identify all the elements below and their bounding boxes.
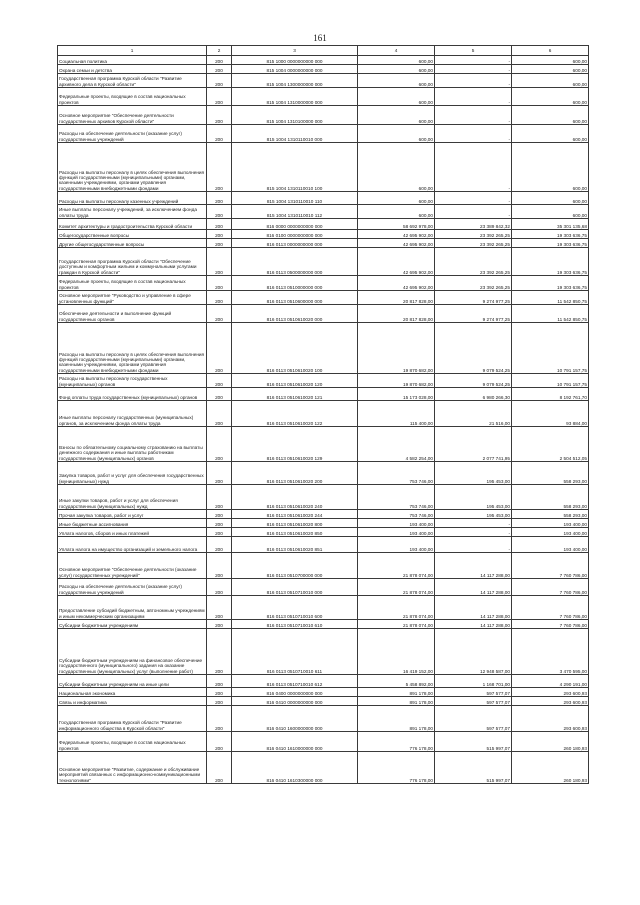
row-approved-amount: 15 173 028,00 (358, 388, 435, 401)
row-approved-amount: 19 870 682,00 (358, 374, 435, 388)
row-budget-code: 816 0410 1610300000 000 (232, 752, 358, 784)
row-unexecuted-amount: 93 884,00 (512, 401, 589, 427)
table-row (58, 205, 589, 219)
row-unexecuted-amount: 7 760 786,00 (512, 620, 589, 629)
row-executed-amount: - (435, 537, 512, 553)
row-budget-code: 816 0113 0510610020 240 (232, 485, 358, 510)
row-grbs-code: 200 (207, 230, 232, 239)
row-grbs-code: 200 (207, 56, 232, 65)
row-approved-amount: 42 695 902,00 (358, 230, 435, 239)
row-unexecuted-amount: 2 504 512,05 (512, 427, 589, 462)
column-header: 6 (512, 46, 589, 56)
row-approved-amount: 600,00 (358, 143, 435, 192)
row-name: Основное мероприятие "Развитие, содержание и обслуживание мероприятий связанных с информационно-коммуникационными технологиями" (58, 752, 207, 784)
row-grbs-code: 200 (207, 388, 232, 401)
row-approved-amount: 753 746,00 (358, 462, 435, 485)
row-unexecuted-amount: 19 303 636,75 (512, 248, 589, 276)
row-approved-amount: 891 178,00 (358, 697, 435, 706)
row-approved-amount: 891 178,00 (358, 688, 435, 697)
row-grbs-code: 200 (207, 106, 232, 125)
row-executed-amount: 23 392 265,25 (435, 276, 512, 291)
row-approved-amount: 600,00 (358, 74, 435, 88)
row-grbs-code: 200 (207, 427, 232, 462)
row-unexecuted-amount: 193 400,00 (512, 537, 589, 553)
row-budget-code: 816 0113 0510600000 000 (232, 291, 358, 305)
row-executed-amount: 9 274 977,25 (435, 305, 512, 323)
row-grbs-code: 200 (207, 688, 232, 697)
row-budget-code: 816 0113 0510610020 120 (232, 374, 358, 388)
row-approved-amount: 891 178,00 (358, 706, 435, 732)
row-budget-code: 816 0410 0000000000 000 (232, 697, 358, 706)
row-name: Предоставление субсидий бюджетным, автономным учреждениям и иным некоммерческим организациям (58, 596, 207, 620)
row-grbs-code: 200 (207, 305, 232, 323)
table-row (58, 239, 589, 248)
page-number: 161 (313, 33, 327, 43)
table-row (58, 291, 589, 305)
row-grbs-code: 200 (207, 706, 232, 732)
row-budget-code: 815 1004 1300000000 000 (232, 74, 358, 88)
row-budget-code: 816 0113 0510610020 800 (232, 519, 358, 528)
row-executed-amount: 9 079 524,25 (435, 323, 512, 374)
row-unexecuted-amount: 7 760 786,00 (512, 553, 589, 579)
row-executed-amount: 515 997,07 (435, 752, 512, 784)
table-row (58, 248, 589, 276)
row-budget-code: 816 0410 1610000000 000 (232, 732, 358, 752)
row-executed-amount: - (435, 205, 512, 219)
row-name: Федеральные проекты, входящие в состав национальных проектов (58, 732, 207, 752)
table-row (58, 388, 589, 401)
row-grbs-code: 200 (207, 579, 232, 596)
table-row (58, 125, 589, 143)
row-budget-code: 816 0400 0000000000 000 (232, 688, 358, 697)
row-name: Государственная программа Курской области "Развитие информационного общества в Курской области" (58, 706, 207, 732)
row-budget-code: 816 0113 0000000000 000 (232, 239, 358, 248)
table-row (58, 537, 589, 553)
row-unexecuted-amount: 293 600,93 (512, 688, 589, 697)
row-approved-amount: 21 878 074,00 (358, 596, 435, 620)
table-row (58, 732, 589, 752)
row-budget-code: 816 0113 0510610020 244 (232, 510, 358, 519)
row-budget-code: 816 0113 0510610020 851 (232, 537, 358, 553)
row-grbs-code: 200 (207, 323, 232, 374)
row-approved-amount: 115 400,00 (358, 401, 435, 427)
row-name: Расходы на обеспечение деятельности (оказание услуг) государственных учреждений (58, 579, 207, 596)
row-name: Прочая закупка товаров, работ и услуг (58, 510, 207, 519)
row-name: Государственная программа Курской области "Обеспечение доступным и комфортным жильем и коммунальными услугами граждан в Курской области" (58, 248, 207, 276)
row-grbs-code: 200 (207, 732, 232, 752)
row-approved-amount: 753 746,00 (358, 510, 435, 519)
row-approved-amount: 193 400,00 (358, 537, 435, 553)
row-unexecuted-amount: 293 600,93 (512, 697, 589, 706)
row-unexecuted-amount: 10 791 157,75 (512, 323, 589, 374)
row-budget-code: 815 1004 0000000000 000 (232, 65, 358, 74)
row-budget-code: 815 1004 1310110010 110 (232, 192, 358, 205)
row-executed-amount: - (435, 519, 512, 528)
row-budget-code: 816 0113 0510710010 000 (232, 579, 358, 596)
table-row (58, 276, 589, 291)
table-row (58, 528, 589, 537)
row-approved-amount: 600,00 (358, 192, 435, 205)
table-row (58, 688, 589, 697)
row-executed-amount: 515 997,07 (435, 732, 512, 752)
row-budget-code: 816 0113 0510610020 850 (232, 528, 358, 537)
row-unexecuted-amount: 600,00 (512, 56, 589, 65)
row-approved-amount: 753 746,00 (358, 485, 435, 510)
row-name: Иные выплаты персоналу учреждений, за исключением фонда оплаты труда (58, 205, 207, 219)
row-unexecuted-amount: 558 293,00 (512, 462, 589, 485)
table-row (58, 697, 589, 706)
row-unexecuted-amount: 19 303 636,75 (512, 239, 589, 248)
row-name: Субсидии бюджетным учреждениям на иные цели (58, 675, 207, 688)
row-grbs-code: 200 (207, 192, 232, 205)
table-row (58, 596, 589, 620)
row-name: Общегосударственные вопросы (58, 230, 207, 239)
row-executed-amount: - (435, 65, 512, 74)
row-name: Иные закупки товаров, работ и услуг для обеспечения государственных (муниципальных) нужд (58, 485, 207, 510)
row-unexecuted-amount: 7 760 786,00 (512, 579, 589, 596)
table-row (58, 675, 589, 688)
row-name: Иные выплаты персоналу государственных (муниципальных) органов, за исключением фонда оплаты труда (58, 401, 207, 427)
table-row (58, 510, 589, 519)
row-executed-amount: 14 117 288,00 (435, 620, 512, 629)
row-name: Федеральные проекты, входящие в состав национальных проектов (58, 88, 207, 106)
row-budget-code: 815 1004 1310110010 112 (232, 205, 358, 219)
row-unexecuted-amount: 10 791 157,75 (512, 374, 589, 388)
column-header: 1 (58, 46, 207, 56)
row-executed-amount: 23 392 265,25 (435, 239, 512, 248)
row-executed-amount: - (435, 125, 512, 143)
row-executed-amount: 195 453,00 (435, 510, 512, 519)
row-executed-amount: - (435, 74, 512, 88)
row-budget-code: 816 0113 0510610020 122 (232, 401, 358, 427)
row-grbs-code: 200 (207, 65, 232, 74)
row-executed-amount: - (435, 143, 512, 192)
row-name: Социальная политика (58, 56, 207, 65)
row-grbs-code: 200 (207, 374, 232, 388)
table-row (58, 374, 589, 388)
row-budget-code: 816 0113 0510700000 000 (232, 553, 358, 579)
row-approved-amount: 600,00 (358, 106, 435, 125)
table-row (58, 106, 589, 125)
row-unexecuted-amount: 558 293,00 (512, 485, 589, 510)
row-executed-amount: 6 980 266,30 (435, 388, 512, 401)
row-unexecuted-amount: 260 180,93 (512, 752, 589, 784)
row-approved-amount: 600,00 (358, 65, 435, 74)
row-name: Расходы на выплаты персоналу в целях обеспечения выполнения функций государственными (муниципальными) органами, казенными учреждениями, органами управления государственными внебюджетными фондами (58, 323, 207, 374)
row-grbs-code: 200 (207, 125, 232, 143)
column-header: 3 (232, 46, 358, 56)
row-approved-amount: 5 458 892,00 (358, 675, 435, 688)
row-budget-code: 816 0113 0510610020 000 (232, 305, 358, 323)
row-approved-amount: 600,00 (358, 125, 435, 143)
row-executed-amount: 23 389 842,32 (435, 219, 512, 230)
table-body (58, 56, 589, 784)
row-executed-amount: - (435, 106, 512, 125)
row-name: Федеральные проекты, входящие в состав национальных проектов (58, 276, 207, 291)
table-row (58, 519, 589, 528)
row-executed-amount: 597 577,07 (435, 697, 512, 706)
row-unexecuted-amount: 4 290 191,00 (512, 675, 589, 688)
table-row (58, 401, 589, 427)
table-row (58, 143, 589, 192)
column-header: 5 (435, 46, 512, 56)
row-executed-amount: 597 577,07 (435, 688, 512, 697)
row-name: Уплата налога на имущество организаций и земельного налога (58, 537, 207, 553)
row-executed-amount: 195 453,00 (435, 462, 512, 485)
row-budget-code: 816 0113 0510610020 100 (232, 323, 358, 374)
row-name: Связь и информатика (58, 697, 207, 706)
row-unexecuted-amount: 260 180,93 (512, 732, 589, 752)
row-grbs-code: 200 (207, 239, 232, 248)
table-row (58, 65, 589, 74)
row-budget-code: 816 0113 0510610020 121 (232, 388, 358, 401)
row-unexecuted-amount: 600,00 (512, 88, 589, 106)
row-grbs-code: 200 (207, 219, 232, 230)
row-grbs-code: 200 (207, 462, 232, 485)
row-name: Субсидии бюджетным учреждениям (58, 620, 207, 629)
table-row (58, 88, 589, 106)
row-executed-amount: 195 453,00 (435, 485, 512, 510)
row-name: Комитет архитектуры и градостроительства Курской области (58, 219, 207, 230)
row-approved-amount: 16 419 152,00 (358, 629, 435, 675)
row-unexecuted-amount: 600,00 (512, 65, 589, 74)
row-executed-amount: - (435, 56, 512, 65)
table-row (58, 230, 589, 239)
row-executed-amount: 14 117 288,00 (435, 553, 512, 579)
table-row (58, 305, 589, 323)
row-name: Фонд оплаты труда государственных (муниципальных) органов (58, 388, 207, 401)
row-approved-amount: 600,00 (358, 205, 435, 219)
row-unexecuted-amount: 3 470 595,00 (512, 629, 589, 675)
row-executed-amount: - (435, 88, 512, 106)
row-budget-code: 816 0100 0000000000 000 (232, 230, 358, 239)
row-budget-code: 815 1004 1310110010 000 (232, 125, 358, 143)
row-name: Государственная программа Курской области "Развитие архивного дела в Курской области" (58, 74, 207, 88)
row-grbs-code: 200 (207, 401, 232, 427)
row-budget-code: 815 1004 1310000000 000 (232, 88, 358, 106)
row-budget-code: 816 0113 0510710010 611 (232, 629, 358, 675)
row-name: Другие общегосударственные вопросы (58, 239, 207, 248)
row-approved-amount: 20 817 828,00 (358, 291, 435, 305)
row-executed-amount: 9 079 524,25 (435, 374, 512, 388)
row-grbs-code: 200 (207, 74, 232, 88)
table-row (58, 462, 589, 485)
row-budget-code: 815 1004 1310110010 100 (232, 143, 358, 192)
row-unexecuted-amount: 600,00 (512, 125, 589, 143)
row-name: Закупка товаров, работ и услуг для обеспечения государственных (муниципальных) нужд (58, 462, 207, 485)
row-name: Основное мероприятие "Обеспечение деятельности государственных архивов Курской области" (58, 106, 207, 125)
row-budget-code: 816 0113 0510710010 600 (232, 596, 358, 620)
row-unexecuted-amount: 600,00 (512, 74, 589, 88)
table-row (58, 629, 589, 675)
row-budget-code: 816 0113 0510000000 000 (232, 276, 358, 291)
row-budget-code: 815 1000 0000000000 000 (232, 56, 358, 65)
row-unexecuted-amount: 193 400,00 (512, 519, 589, 528)
row-grbs-code: 200 (207, 510, 232, 519)
row-budget-code: 816 0410 1600000000 000 (232, 706, 358, 732)
table-row (58, 706, 589, 732)
table-row (58, 485, 589, 510)
row-approved-amount: 19 870 682,00 (358, 323, 435, 374)
row-grbs-code: 200 (207, 528, 232, 537)
row-grbs-code: 200 (207, 620, 232, 629)
row-budget-code: 816 0113 0500000000 000 (232, 248, 358, 276)
row-unexecuted-amount: 8 192 761,70 (512, 388, 589, 401)
row-unexecuted-amount: 11 542 850,75 (512, 305, 589, 323)
row-executed-amount: 597 577,07 (435, 706, 512, 732)
row-approved-amount: 21 878 074,00 (358, 553, 435, 579)
row-grbs-code: 200 (207, 675, 232, 688)
row-approved-amount: 600,00 (358, 56, 435, 65)
row-executed-amount: - (435, 528, 512, 537)
row-executed-amount: 21 516,00 (435, 401, 512, 427)
row-name: Взносы по обязательному социальному страхованию на выплаты денежного содержания и иные выплаты работникам государственных (муниципальных) органов (58, 427, 207, 462)
row-approved-amount: 20 817 828,00 (358, 305, 435, 323)
row-approved-amount: 776 178,00 (358, 752, 435, 784)
table-row (58, 620, 589, 629)
table-row (58, 579, 589, 596)
row-approved-amount: 193 400,00 (358, 519, 435, 528)
row-budget-code: 815 1004 1310100000 000 (232, 106, 358, 125)
row-approved-amount: 42 695 902,00 (358, 239, 435, 248)
row-approved-amount: 21 878 074,00 (358, 620, 435, 629)
row-name: Охрана семьи и детства (58, 65, 207, 74)
row-executed-amount: 2 077 741,95 (435, 427, 512, 462)
table-row (58, 219, 589, 230)
row-grbs-code: 200 (207, 537, 232, 553)
row-name: Основное мероприятие "Руководство и управление в сфере установленных функций" (58, 291, 207, 305)
row-grbs-code: 200 (207, 205, 232, 219)
row-grbs-code: 200 (207, 88, 232, 106)
row-approved-amount: 4 582 254,00 (358, 427, 435, 462)
row-executed-amount: 23 392 265,25 (435, 248, 512, 276)
row-budget-code: 816 0113 0510710010 610 (232, 620, 358, 629)
row-executed-amount: 1 168 701,00 (435, 675, 512, 688)
row-unexecuted-amount: 600,00 (512, 143, 589, 192)
row-budget-code: 816 0000 0000000000 000 (232, 219, 358, 230)
table-row (58, 427, 589, 462)
row-unexecuted-amount: 600,00 (512, 192, 589, 205)
row-approved-amount: 600,00 (358, 88, 435, 106)
row-executed-amount: 23 392 265,25 (435, 230, 512, 239)
row-budget-code: 816 0113 0510710010 612 (232, 675, 358, 688)
row-unexecuted-amount: 11 542 850,75 (512, 291, 589, 305)
row-grbs-code: 200 (207, 143, 232, 192)
row-executed-amount: 12 948 587,00 (435, 629, 512, 675)
row-unexecuted-amount: 558 293,00 (512, 510, 589, 519)
row-name: Иные бюджетные ассигнования (58, 519, 207, 528)
row-grbs-code: 200 (207, 697, 232, 706)
row-budget-code: 816 0113 0510610020 200 (232, 462, 358, 485)
table-row (58, 553, 589, 579)
row-name: Уплата налогов, сборов и иных платежей (58, 528, 207, 537)
row-name: Расходы на выплаты персоналу государственных (муниципальных) органов (58, 374, 207, 388)
row-name: Обеспечение деятельности и выполнение функций государственных органов (58, 305, 207, 323)
row-grbs-code: 200 (207, 752, 232, 784)
row-unexecuted-amount: 293 600,93 (512, 706, 589, 732)
row-approved-amount: 776 178,00 (358, 732, 435, 752)
row-name: Национальная экономика (58, 688, 207, 697)
row-unexecuted-amount: 19 303 636,75 (512, 276, 589, 291)
header-row (58, 46, 589, 56)
table-row (58, 323, 589, 374)
row-grbs-code: 200 (207, 276, 232, 291)
row-budget-code: 816 0113 0510610020 129 (232, 427, 358, 462)
row-grbs-code: 200 (207, 248, 232, 276)
table-row (58, 74, 589, 88)
row-approved-amount: 42 695 902,00 (358, 248, 435, 276)
row-grbs-code: 200 (207, 596, 232, 620)
column-header: 2 (207, 46, 232, 56)
table-row (58, 752, 589, 784)
row-grbs-code: 200 (207, 553, 232, 579)
row-name: Расходы на обеспечение деятельности (оказание услуг) государственных учреждений (58, 125, 207, 143)
row-name: Расходы на выплаты персоналу в целях обеспечения выполнения функций государственными (муниципальными) органами, казенными учреждениями, органами управления государственными внебюджетными фондами (58, 143, 207, 192)
row-executed-amount: - (435, 192, 512, 205)
row-grbs-code: 200 (207, 629, 232, 675)
table-row (58, 56, 589, 65)
row-executed-amount: 14 117 288,00 (435, 596, 512, 620)
row-approved-amount: 58 692 978,00 (358, 219, 435, 230)
row-name: Основное мероприятие "Обеспечение деятельности (оказание услуг) государственных учреждений" (58, 553, 207, 579)
budget-table (57, 45, 589, 784)
row-grbs-code: 200 (207, 519, 232, 528)
row-approved-amount: 193 400,00 (358, 528, 435, 537)
column-header: 4 (358, 46, 435, 56)
row-executed-amount: 9 274 977,25 (435, 291, 512, 305)
row-name: Субсидии бюджетным учреждениям на финансовое обеспечение государственного (муниципального) задания на оказание государственных (муниципальных) услуг (выполнение работ) (58, 629, 207, 675)
row-name: Расходы на выплаты персоналу казенных учреждений (58, 192, 207, 205)
row-unexecuted-amount: 35 301 135,68 (512, 219, 589, 230)
row-executed-amount: 14 117 288,00 (435, 579, 512, 596)
row-unexecuted-amount: 600,00 (512, 106, 589, 125)
table-row (58, 192, 589, 205)
row-unexecuted-amount: 193 400,00 (512, 528, 589, 537)
row-unexecuted-amount: 19 303 636,75 (512, 230, 589, 239)
row-grbs-code: 200 (207, 291, 232, 305)
row-grbs-code: 200 (207, 485, 232, 510)
row-unexecuted-amount: 7 760 786,00 (512, 596, 589, 620)
row-approved-amount: 21 878 074,00 (358, 579, 435, 596)
row-unexecuted-amount: 600,00 (512, 205, 589, 219)
row-approved-amount: 42 695 902,00 (358, 276, 435, 291)
